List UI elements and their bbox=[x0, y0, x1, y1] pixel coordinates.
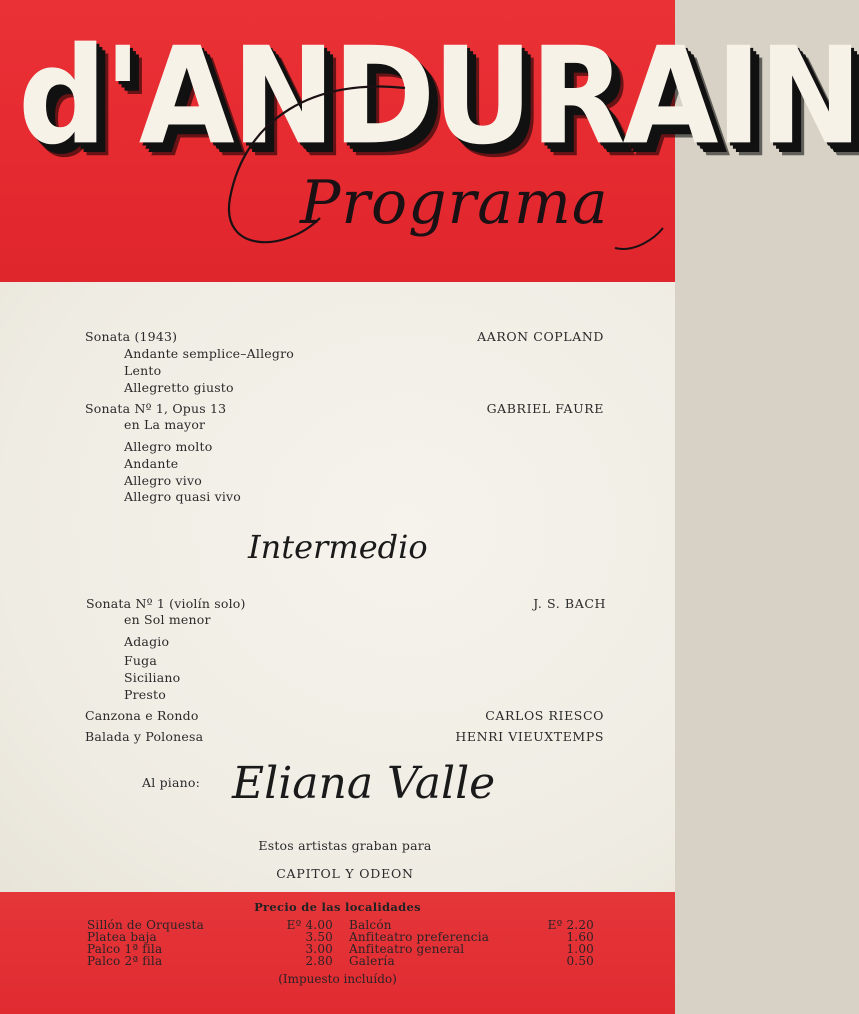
seat-name: Anfiteatro general bbox=[349, 942, 465, 956]
seat-name: Palco 2ª fila bbox=[87, 954, 163, 968]
seat-name: Palco 1ª fila bbox=[87, 942, 163, 956]
recording-note: Estos artistas graban para bbox=[258, 838, 432, 853]
piece-title: Sonata Nº 1 (violín solo) bbox=[86, 596, 246, 611]
pianist-signature: Eliana Valle bbox=[232, 758, 496, 809]
seat-price: Eº 2.20 bbox=[547, 918, 594, 932]
piece-title: Balada y Polonesa bbox=[85, 729, 204, 744]
brand-title: d'ANDURAIN bbox=[18, 19, 859, 175]
header-band bbox=[0, 0, 859, 282]
movement: Allegro molto bbox=[124, 439, 213, 454]
seat-price: 0.50 bbox=[566, 954, 594, 968]
movement: Lento bbox=[124, 363, 162, 378]
seat-name: Anfiteatro preferencia bbox=[349, 930, 490, 944]
movement: Siciliano bbox=[124, 670, 181, 685]
piece-subtitle: en Sol menor bbox=[124, 612, 211, 627]
piece-subtitle: en La mayor bbox=[124, 417, 206, 432]
header-subtitle: Programa bbox=[300, 168, 609, 238]
composer-name: GABRIEL FAURE bbox=[486, 401, 604, 416]
piece-title: Sonata Nº 1, Opus 13 bbox=[85, 401, 227, 416]
intermission-heading: Intermedio bbox=[248, 528, 428, 566]
record-labels: CAPITOL Y ODEON bbox=[276, 866, 414, 881]
movement: Allegretto giusto bbox=[124, 380, 234, 395]
seat-price: 3.00 bbox=[305, 942, 333, 956]
movement: Allegro vivo bbox=[124, 473, 202, 488]
seat-name: Platea baja bbox=[87, 930, 157, 944]
seat-price: 1.00 bbox=[566, 942, 594, 956]
composer-name: AARON COPLAND bbox=[477, 329, 604, 344]
composer-name: HENRI VIEUXTEMPS bbox=[455, 729, 604, 744]
movement: Andante semplice–Allegro bbox=[124, 346, 295, 361]
seat-price: Eº 4.00 bbox=[286, 918, 333, 932]
movement: Fuga bbox=[124, 653, 157, 668]
composer-name: CARLOS RIESCO bbox=[485, 708, 604, 723]
piece-title: Canzona e Rondo bbox=[85, 708, 199, 723]
seat-price: 3.50 bbox=[305, 930, 333, 944]
movement: Andante bbox=[124, 456, 179, 471]
seat-name: Galería bbox=[349, 954, 395, 968]
seat-name: Sillón de Orquesta bbox=[87, 918, 204, 932]
piece-title: Sonata (1943) bbox=[85, 329, 178, 344]
movement: Allegro quasi vivo bbox=[124, 489, 242, 504]
movement: Adagio bbox=[124, 634, 170, 649]
seat-price: 1.60 bbox=[566, 930, 594, 944]
prices-title: Precio de las localidades bbox=[254, 900, 421, 914]
composer-name: J. S. BACH bbox=[533, 596, 606, 611]
seat-name: Balcón bbox=[349, 918, 392, 932]
piano-label: Al piano: bbox=[142, 775, 201, 790]
tax-note: (Impuesto incluído) bbox=[278, 972, 397, 986]
movement: Presto bbox=[124, 687, 166, 702]
seat-price: 2.80 bbox=[305, 954, 333, 968]
